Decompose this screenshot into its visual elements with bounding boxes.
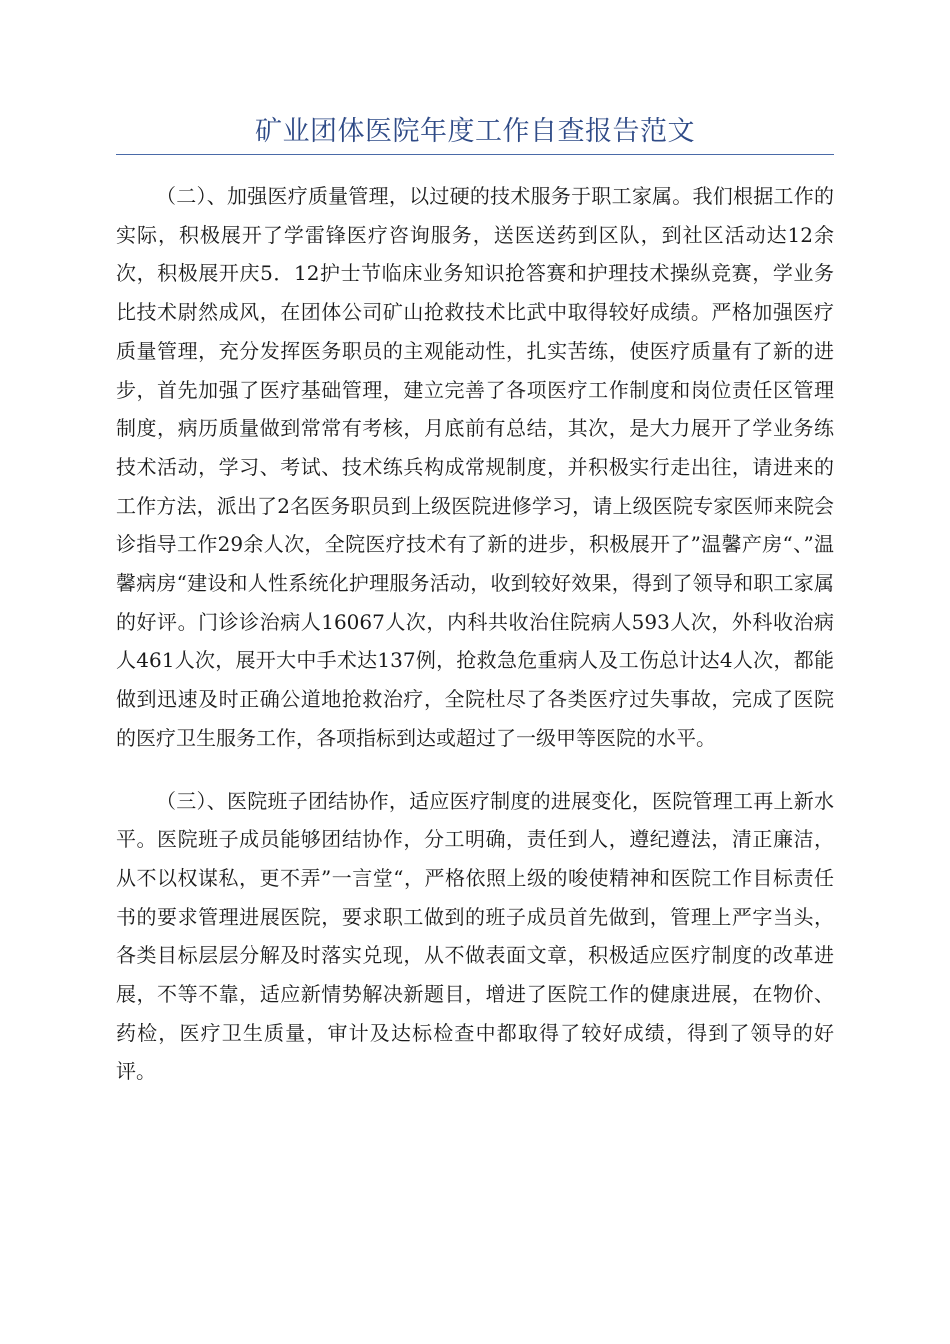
paragraph-3: （三）、医院班子团结协作，适应医疗制度的进展变化，医院管理工再上新水平。医院班子成员能够团结协作，分工明确，责任到人，遵纪遵法，清正廉洁，从不以权谋私，更不弄”一言堂“，严格依照上级的唆使精神和医院工作目标责任书的要求管理进展医院，要求职工做到的班子成员首先做到，管理上严字当头，各类目标层层分解及时落实兑现，从不做表面文章，积极适应医疗制度的改革进展，不等不靠，适应新情势解决新题目，增进了医院工作的健康进展，在物价、药检，医疗卫生质量，审计及达标检查中都取得了较好成绩，得到了领导的好评。 — [116, 788, 834, 1084]
title-underline — [116, 154, 834, 155]
paragraph-2: （二）、加强医疗质量管理，以过硬的技术服务于职工家属。我们根据工作的实际，积极展开了学雷锋医疗咨询服务，送医送药到区队，到社区活动达12余次，积极展开庆5．12护士节临床业务知识抢答赛和护理技术操纵竞赛，学业务比技术尉然成风，在团体公司矿山抢救技术比武中取得较好成绩。严格加强医疗质量管理，充分发挥医务职员的主观能动性，扎实苦练，使医疗质量有了新的进步，首先加强了医疗基础管理，建立完善了各项医疗工作制度和岗位责任区管理制度，病历质量做到常常有考核，月底前有总结，其次，是大力展开了学业务练技术活动，学习、考试、技术练兵构成常规制度，并积极实行走出往，请进来的工作方法，派出了2名医务职员到上级医院进修学习，请上级医院专家医师来院会诊指导工作29余人次，全院医疗技术有了新的进步，积极展开了”温馨产房“、”温馨病房“建设和人性系统化护理服务活动，收到较好效果，得到了领导和职工家属的好评。门诊诊治病人16067人次，内科共收治住院病人593人次，外科收治病人461人次，展开大中手术达137例，抢救急危重病人及工伤总计达4人次，都能做到迅速及时正确公道地抢救治疗，全院杜尽了各类医疗过失事故，完成了医院的医疗卫生服务工作，各项指标到达或超过了一级甲等医院的水平。 — [116, 184, 834, 750]
document-body — [116, 177, 834, 1091]
document-title: 矿业团体医院年度工作自查报告范文 — [255, 116, 695, 147]
